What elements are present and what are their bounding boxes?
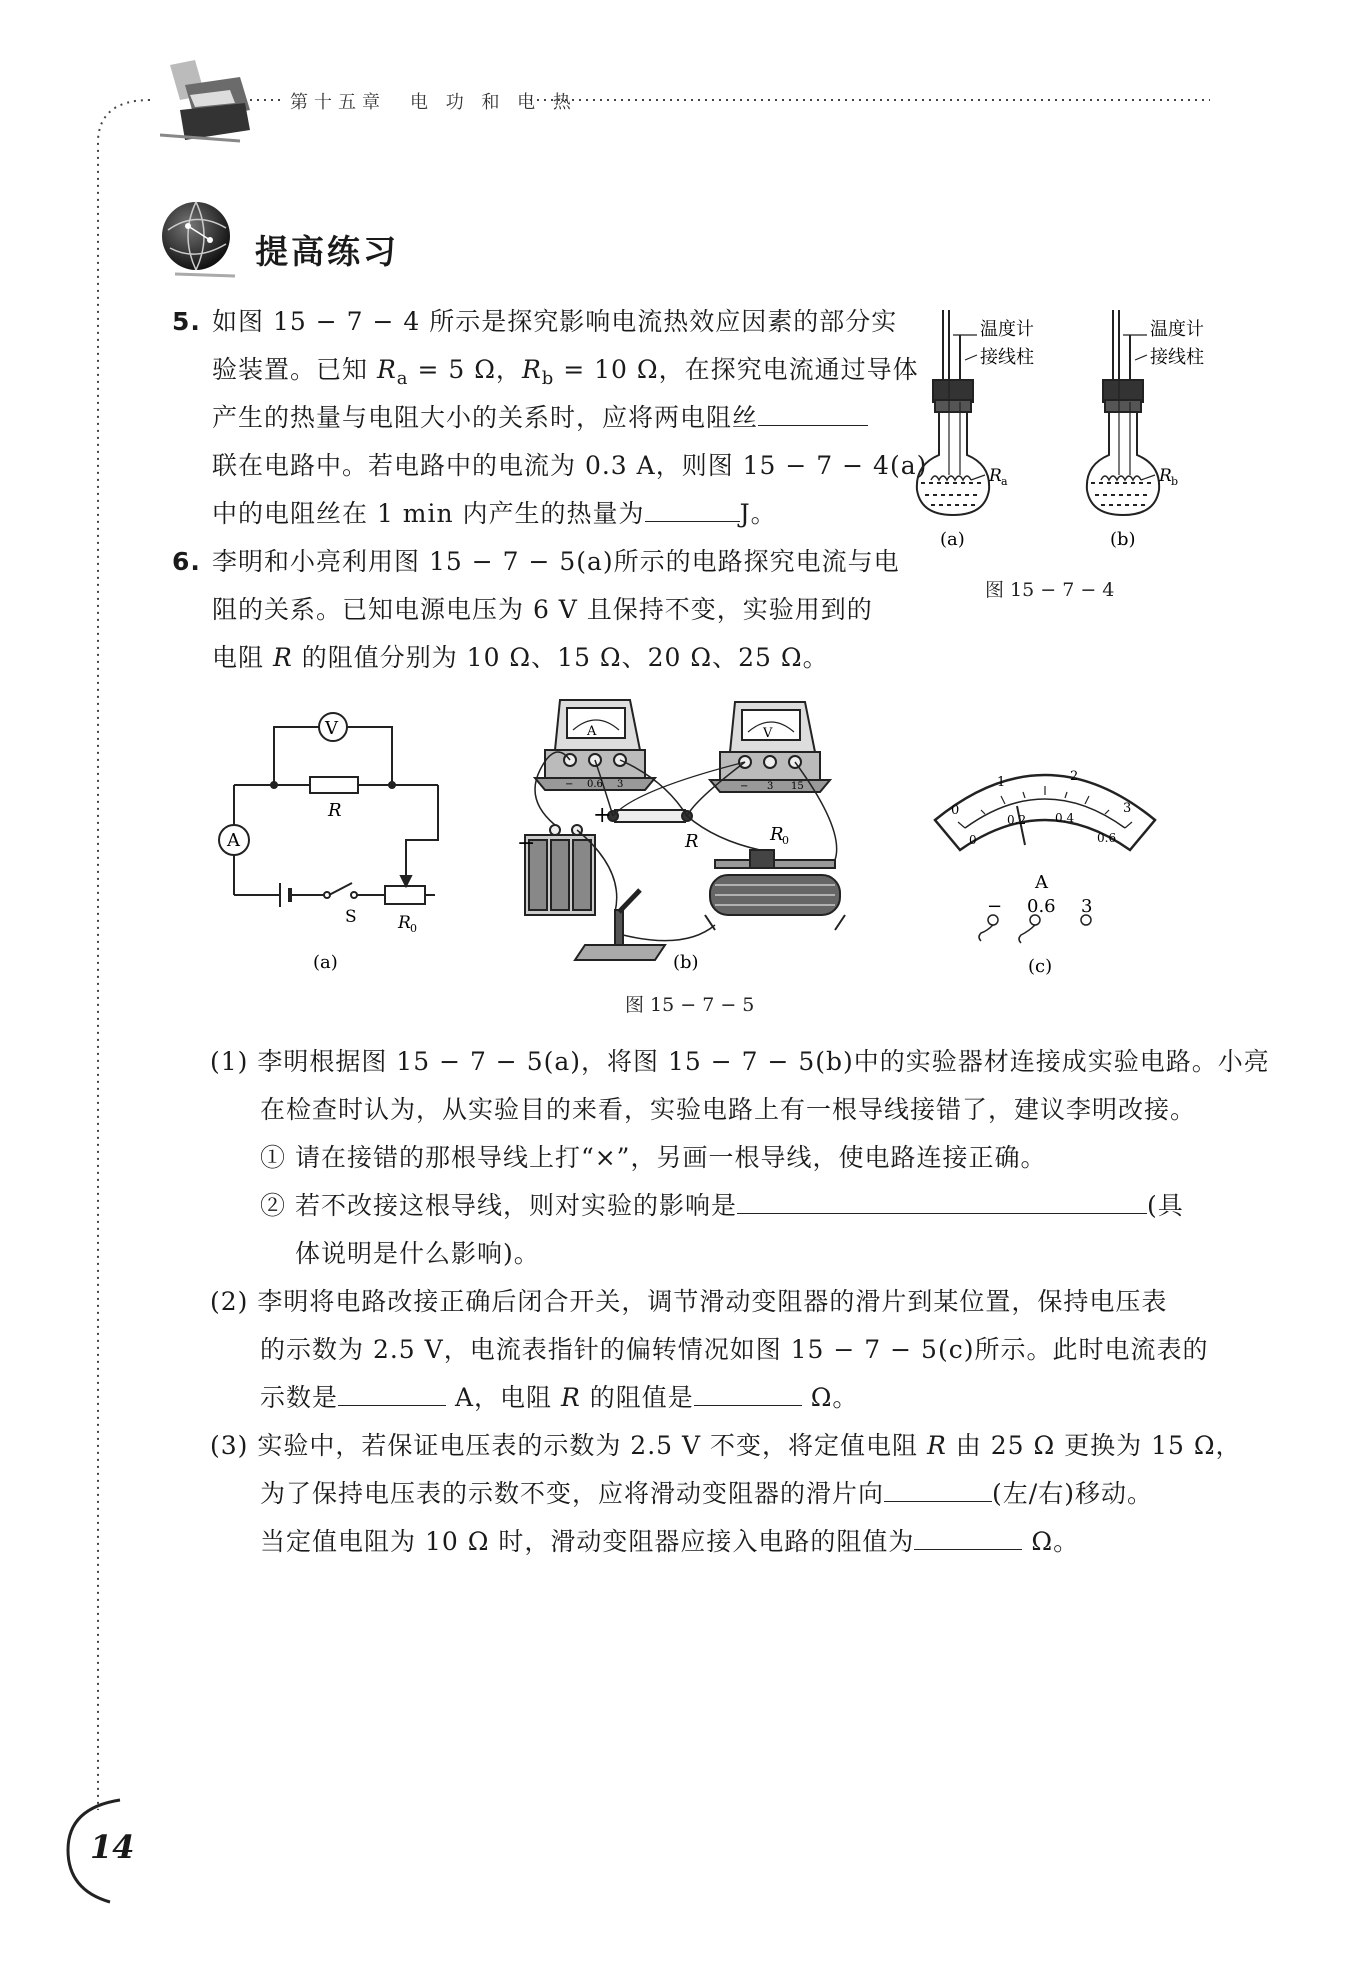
- question-6-number: 6.: [172, 547, 201, 576]
- dial-scale-upper-2: 2: [1070, 769, 1079, 784]
- fig5c-sub: (c): [1028, 956, 1053, 977]
- sub1-line-4: ② 若不改接这根导线，则对实验的影响是 (具: [260, 1182, 1184, 1230]
- sub2-blank-current[interactable]: [338, 1375, 446, 1406]
- fig5b-r0-sub: 0: [782, 834, 789, 847]
- fig5b-r0-label: R: [770, 824, 784, 845]
- fig5b-voltmeter-term-3: 15: [791, 781, 804, 792]
- flask-a: [917, 310, 989, 515]
- q6-line-2: 阻的关系。已知电源电压为 6 V 且保持不变，实验用到的: [212, 595, 873, 624]
- chapter-header: 第十五章 电 功 和 电 热: [290, 92, 577, 113]
- fig4-caption: 图 15 − 7 − 4: [985, 579, 1115, 601]
- dial-scale-lower-04: 0.4: [1055, 811, 1075, 825]
- dial-scale-upper-3: 3: [1123, 801, 1132, 816]
- sub2-line-2: 的示数为 2.5 V，电流表指针的偏转情况如图 15 − 7 − 5(c)所示。此时电流表的: [260, 1335, 1209, 1364]
- fig5b-resistor-label: R: [685, 831, 699, 852]
- q5-line-3: 产生的热量与电阻大小的关系时，应将两电阻丝: [212, 394, 868, 442]
- fig5b-plus-label: +: [593, 803, 612, 828]
- fig4-thermometer-label-b: 温度计: [1150, 319, 1204, 340]
- fig5a-sub: (a): [313, 952, 338, 973]
- fig5b-voltmeter-term-2: 3: [767, 781, 774, 792]
- q5-line-1: 如图 15 − 7 − 4 所示是探究影响电流热效应因素的部分实: [212, 307, 898, 336]
- q5-blank-2[interactable]: [645, 491, 740, 522]
- sub2-line-3: 示数是 A，电阻 R 的阻值是 Ω。: [260, 1374, 858, 1422]
- q6-line-1: 李明和小亮利用图 15 − 7 − 5(a)所示的电路探究电流与电: [212, 547, 900, 576]
- q5-line-4: 联在电路中。若电路中的电流为 0.3 A，则图 15 − 7 − 4(a): [212, 451, 928, 480]
- fig5a-r0-sub: 0: [410, 922, 417, 935]
- flask-b: [1087, 310, 1159, 515]
- fig5b-voltmeter-term-1: −: [740, 781, 749, 792]
- sub3-line-2: 为了保持电压表的示数不变，应将滑动变阻器的滑片向 (左/右)移动。: [260, 1470, 1153, 1518]
- fig4-ra-label: R: [989, 466, 1002, 486]
- dial-scale-upper-1: 1: [997, 775, 1006, 790]
- fig5b-ammeter-term-3: 3: [617, 779, 624, 790]
- figure-15-7-5b: [515, 690, 865, 980]
- figure-15-7-5c: [925, 740, 1175, 980]
- fig5b-voltmeter-face-label: V: [763, 726, 773, 741]
- dial-scale-lower-0: 0: [969, 833, 977, 847]
- fig5a-ammeter-label: A: [227, 830, 240, 851]
- fig5b-sub: (b): [673, 952, 699, 973]
- dial-scale-lower-06: 0.6: [1097, 831, 1117, 845]
- q5-blank-1[interactable]: [758, 395, 868, 426]
- fig4-post-label-b: 接线柱: [1150, 347, 1204, 368]
- dial-unit-label: A: [1035, 872, 1048, 893]
- sub3-blank-rheostat[interactable]: [914, 1519, 1022, 1550]
- chapter-logo-icon: [150, 55, 260, 145]
- dial-scale-lower-02: 0.2: [1007, 813, 1027, 827]
- sub1-blank[interactable]: [737, 1183, 1147, 1214]
- rheostat-device: [705, 850, 845, 930]
- fig5b-ammeter-face-label: A: [587, 724, 597, 739]
- fig4-ra-sub: a: [1001, 475, 1008, 488]
- dial-terminal-06: 0.6: [1027, 896, 1056, 917]
- fig5a-r0-label: R: [398, 913, 411, 933]
- sub1-line-5: 体说明是什么影响)。: [295, 1239, 540, 1268]
- sub3-blank-direction[interactable]: [884, 1471, 992, 1502]
- section-title: 提高练习: [255, 232, 399, 271]
- figure-15-7-4: [905, 305, 1235, 605]
- battery-device: [525, 825, 595, 915]
- fig5a-voltmeter-label: V: [325, 718, 338, 739]
- question-5-number: 5.: [172, 307, 201, 336]
- sub1-line-3: ① 请在接错的那根导线上打“×”，另画一根导线，使电路连接正确。: [260, 1143, 1047, 1172]
- sub2-line-1: (2) 李明将电路改接正确后闭合开关，调节滑动变阻器的滑片到某位置，保持电压表: [210, 1287, 1168, 1316]
- fig5b-minus-label: −: [517, 831, 536, 856]
- q5-line-2: 验装置。已知 $R_a = 5$ Ω，$R_b = 10$ Ω，在探究电流通过导体: [212, 355, 919, 389]
- sub2-blank-resistance[interactable]: [694, 1375, 802, 1406]
- dial-terminal-3: 3: [1081, 896, 1093, 917]
- fig4-sub-b: (b): [1110, 529, 1136, 550]
- fig5a-switch-label: S: [345, 907, 357, 927]
- fig5b-ammeter-term-1: −: [565, 779, 574, 790]
- voltmeter-device: [710, 702, 830, 792]
- dial-terminal-minus: −: [987, 896, 1003, 917]
- fig5a-resistor-label: R: [328, 800, 342, 821]
- fig4-rb-sub: b: [1171, 475, 1179, 488]
- dial-scale-upper-0: 0: [951, 803, 960, 818]
- fig4-thermometer-label-a: 温度计: [980, 319, 1034, 340]
- fig4-rb-label: R: [1159, 466, 1172, 486]
- sub1-line-2: 在检查时认为，从实验目的来看，实验电路上有一根导线接错了，建议李明改接。: [260, 1095, 1197, 1124]
- fig4-post-label-a: 接线柱: [980, 347, 1034, 368]
- ammeter-device: [535, 700, 655, 790]
- fig5b-ammeter-term-2: 0.6: [587, 779, 603, 790]
- sub3-line-1: (3) 实验中，若保证电压表的示数为 2.5 V 不变，将定值电阻 R 由 25 Ω 更换为 15 Ω，: [210, 1431, 1242, 1460]
- fig5-caption: 图 15 − 7 − 5: [625, 994, 755, 1016]
- sub3-line-3: 当定值电阻为 10 Ω 时，滑动变阻器应接入电路的阻值为 Ω。: [260, 1518, 1079, 1566]
- q5-line-5: 中的电阻丝在 1 min 内产生的热量为 J。: [212, 490, 777, 538]
- fig4-sub-a: (a): [940, 529, 965, 550]
- globe-icon: [160, 200, 240, 280]
- q6-line-3: 电阻 R 的阻值分别为 10 Ω、15 Ω、20 Ω、25 Ω。: [212, 643, 829, 672]
- figure-15-7-5a: [210, 700, 450, 980]
- sub1-line-1: (1) 李明根据图 15 − 7 − 5(a)，将图 15 − 7 − 5(b)中的实验器材连接成实验电路。小亮: [210, 1047, 1270, 1076]
- page-number: 14: [90, 1828, 135, 1866]
